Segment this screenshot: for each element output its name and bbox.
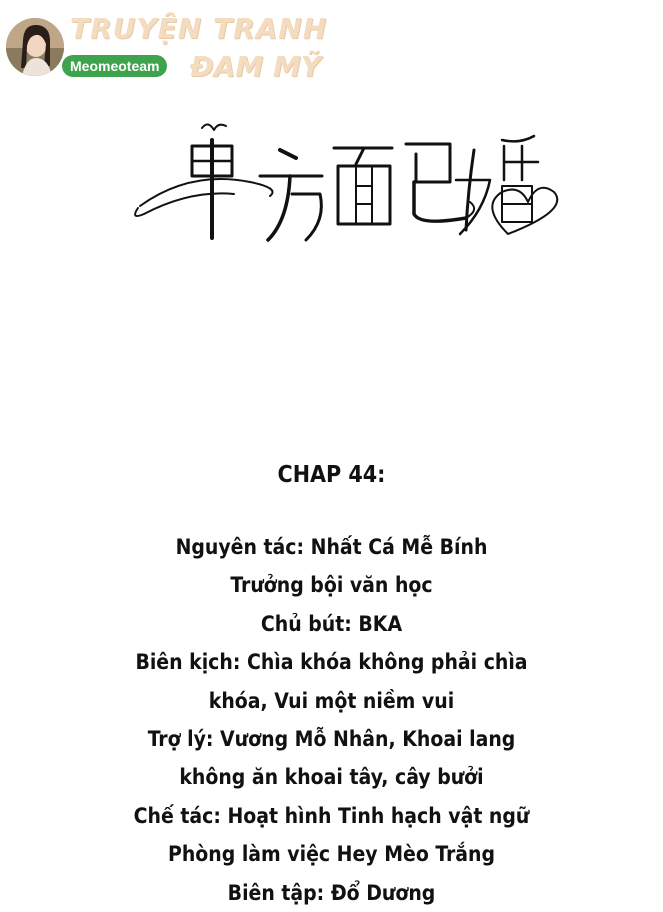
credit-line: Trợ lý: Vương Mỗ Nhân, Khoai lang xyxy=(147,727,516,752)
comic-title-logo xyxy=(130,110,560,260)
chapter-heading: CHAP 44: xyxy=(277,462,386,488)
credit-line: Biên kịch: Chìa khóa không phải chìa xyxy=(135,650,528,675)
credit-line: Phòng làm việc Hey Mèo Trắng xyxy=(168,842,495,867)
credit-line: Biên tập: Đổ Dương xyxy=(227,880,436,905)
credit-line: khóa, Vui một niềm vui xyxy=(208,688,455,713)
site-watermark xyxy=(0,0,360,90)
watermark-title: TRUYỆN TRANH xyxy=(70,12,328,45)
credit-line: Chủ bút: BKA xyxy=(260,611,403,636)
credits-block xyxy=(0,455,663,912)
team-badge: Meomeoteam xyxy=(62,55,167,77)
credit-line: Chế tác: Hoạt hình Tinh hạch vật ngữ xyxy=(133,803,530,828)
credit-line: Nguyên tác: Nhất Cá Mễ Bính xyxy=(175,535,488,559)
credit-line: Trưởng bội văn học xyxy=(230,573,433,598)
avatar xyxy=(6,18,64,76)
credit-line: không ăn khoai tây, cây bưởi xyxy=(179,765,484,790)
watermark-subtitle: ĐAM MỸ xyxy=(190,50,322,83)
